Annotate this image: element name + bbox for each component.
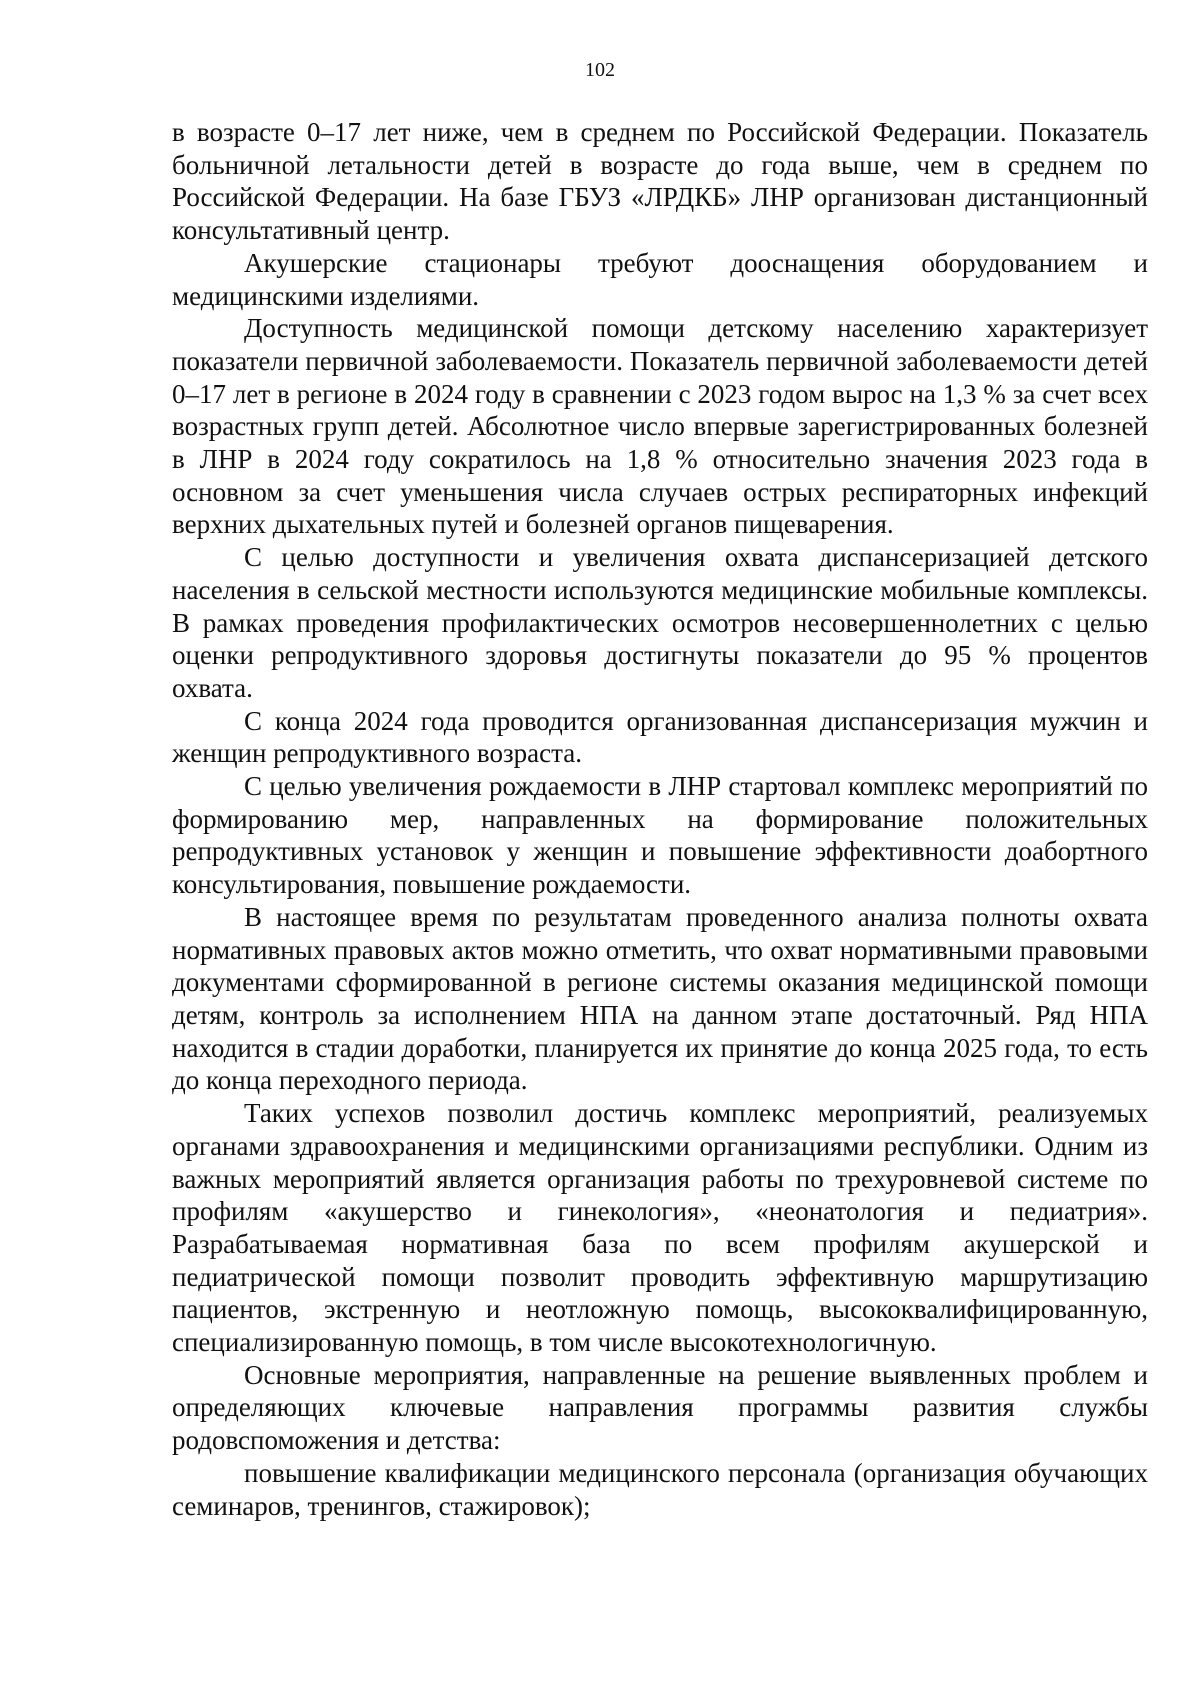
paragraph: С конца 2024 года проводится организованная диспансеризация мужчин и женщин репродуктивного возраста. xyxy=(172,705,1148,769)
paragraph: Акушерские стационары требуют дооснащения оборудованием и медицинскими изделиями. xyxy=(172,247,1148,311)
paragraph: В настоящее время по результатам проведенного анализа полноты охвата нормативных правовых актов можно отметить, что охват нормативными правовыми документами сформированной в регионе системы оказания медицинской помощи детям, контроль за исполнением НПА на данном этапе достаточный. Ряд НПА находится в стадии доработки, планируется их принятие до конца 2025 года, то есть до конца переходного периода. xyxy=(172,901,1148,1096)
body-text xyxy=(172,116,1148,1522)
paragraph: в возрасте 0–17 лет ниже, чем в среднем по Российской Федерации. Показатель больничной летальности детей в возрасте до года выше, чем в среднем по Российской Федерации. На базе ГБУЗ «ЛРДКБ» ЛНР организован дистанционный консультативный центр. xyxy=(172,117,1148,246)
paragraph: Доступность медицинской помощи детскому населению характеризует показатели первичной заболеваемости. Показатель первичной заболеваемости детей 0–17 лет в регионе в 2024 году в сравнении с 2023 годом вырос на 1,3 % за счет всех возрастных групп детей. Абсолютное число впервые зарегистрированных болезней в ЛНР в 2024 году сократилось на 1,8 % относительно значения 2023 года в основном за счет уменьшения числа случаев острых респираторных инфекций верхних дыхательных путей и болезней органов пищеварения. xyxy=(172,313,1148,540)
page-number: 102 xyxy=(585,59,615,81)
list-item: повышение квалификации медицинского персонала (организация обучающих семинаров, тренингов, стажировок); xyxy=(172,1457,1148,1521)
paragraph: С целью доступности и увеличения охвата диспансеризацией детского населения в сельской местности используются медицинские мобильные комплексы. В рамках проведения профилактических осмотров несовершеннолетних с целью оценки репродуктивного здоровья достигнуты показатели до 95 % процентов охвата. xyxy=(172,542,1148,703)
paragraph: Основные мероприятия, направленные на решение выявленных проблем и определяющих ключевые направления программы развития службы родовспоможения и детства: xyxy=(172,1359,1148,1456)
paragraph: Таких успехов позволил достичь комплекс мероприятий, реализуемых органами здравоохранения и медицинскими организациями республики. Одним из важных мероприятий является организация работы по трехуровневой системе по профилям «акушерство и гинекология», «неонатология и педиатрия». Разрабатываемая нормативная база по всем профилям акушерской и педиатрической помощи позволит проводить эффективную маршрутизацию пациентов, экстренную и неотложную помощь, высококвалифицированную, специализированную помощь, в том числе высокотехнологичную. xyxy=(172,1098,1148,1358)
paragraph: С целью увеличения рождаемости в ЛНР стартовал комплекс мероприятий по формированию мер, направленных на формирование положительных репродуктивных установок у женщин и повышение эффективности доабортного консультирования, повышение рождаемости. xyxy=(172,771,1148,900)
